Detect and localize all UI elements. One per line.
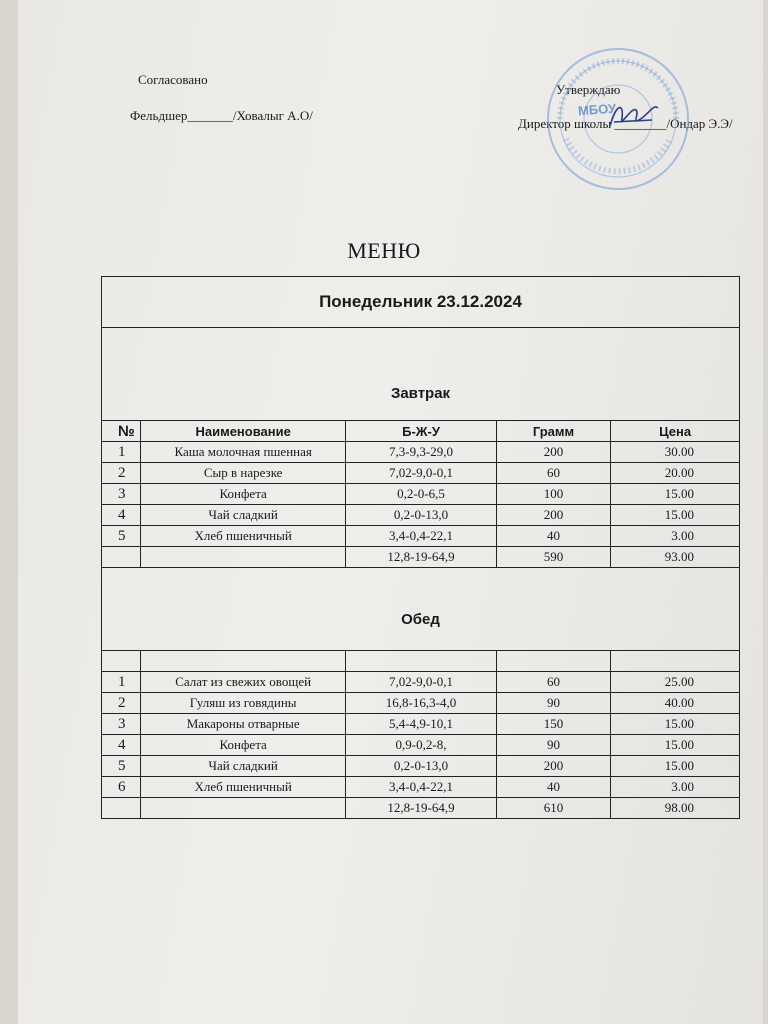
blank-row	[102, 651, 740, 672]
table-row: 2 Гуляш из говядины 16,8-16,3-4,0 90 40.00	[102, 693, 740, 714]
breakfast-heading: Завтрак	[102, 328, 740, 421]
col-gram: Грамм	[496, 421, 611, 442]
table-row: 1 Салат из свежих овощей 7,02-9,0-0,1 60 25.00	[102, 672, 740, 693]
table-row: 6 Хлеб пшеничный 3,4-0,4-22,1 40 3.00	[102, 777, 740, 798]
col-bzu: Б-Ж-У	[346, 421, 496, 442]
col-name: Наименование	[140, 421, 345, 442]
table-row: 3 Макароны отварные 5,4-4,9-10,1 150 15.00	[102, 714, 740, 735]
table-row: 4 Конфета 0,9-0,2-8, 90 15.00	[102, 735, 740, 756]
director-signature-line: Директор школы ________/Ондар Э.Э/	[518, 116, 733, 131]
table-row: 4 Чай сладкий 0,2-0-13,0 200 15.00	[102, 505, 740, 526]
medic-signature-line: Фельдшер_______/Ховалыг А.О/	[130, 108, 313, 123]
stamp-label: МБОУ	[577, 100, 617, 119]
approve-label: Утверждаю	[556, 82, 621, 97]
agreed-label: Согласовано	[138, 72, 208, 87]
table-row: 5 Хлеб пшеничный 3,4-0,4-22,1 40 3.00	[102, 526, 740, 547]
menu-title: МЕНЮ	[347, 238, 421, 263]
day-heading: Понедельник 23.12.2024	[102, 277, 740, 328]
director-signature-icon	[602, 98, 662, 134]
table-row: 5 Чай сладкий 0,2-0-13,0 200 15.00	[102, 756, 740, 777]
table-row: 3 Конфета 0,2-0-6,5 100 15.00	[102, 484, 740, 505]
col-number: №	[102, 421, 141, 442]
menu-table	[101, 276, 740, 819]
breakfast-total-row: 12,8-19-64,9 590 93.00	[102, 547, 740, 568]
table-row: 2 Сыр в нарезке 7,02-9,0-0,1 60 20.00	[102, 463, 740, 484]
table-row: 1 Каша молочная пшенная 7,3-9,3-29,0 200 30.00	[102, 442, 740, 463]
column-header-row	[102, 421, 740, 442]
lunch-total-row: 12,8-19-64,9 610 98.00	[102, 798, 740, 819]
col-price: Цена	[611, 421, 740, 442]
lunch-heading: Обед	[102, 568, 740, 651]
